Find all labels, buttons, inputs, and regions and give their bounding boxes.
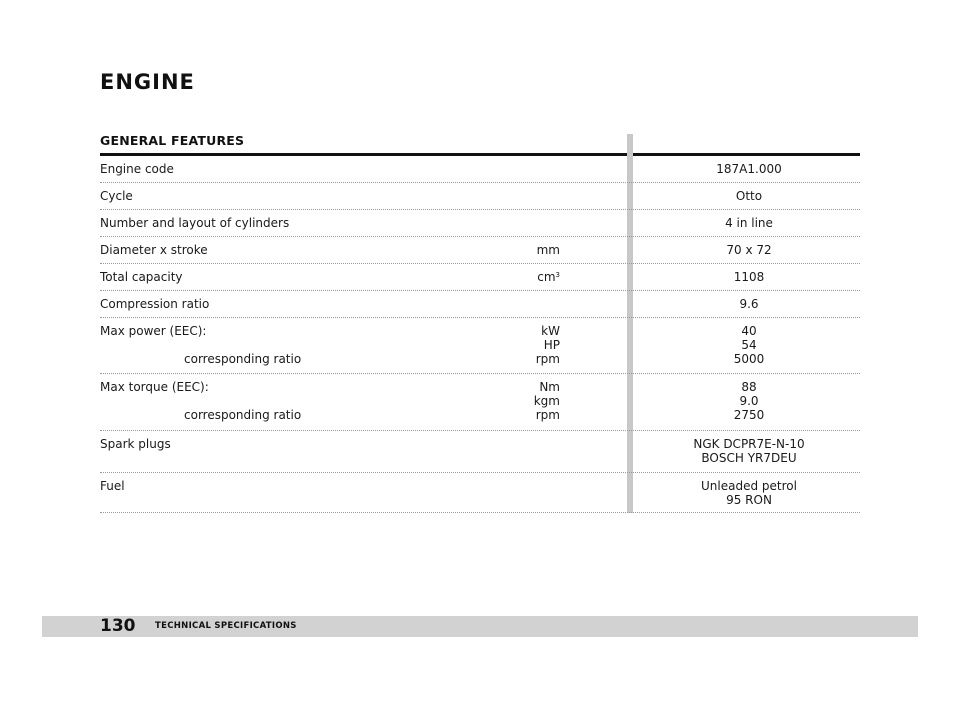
row-unit (450, 270, 560, 284)
unit-rpm: rpm (535, 408, 560, 422)
row-sublabel: corresponding ratio (184, 352, 302, 366)
page-footer (42, 616, 918, 637)
row-label (100, 324, 206, 352)
row-label: Diameter x stroke (100, 243, 208, 257)
footer-section-label: TECHNICAL SPECIFICATIONS (155, 621, 297, 631)
row-label: Spark plugs (100, 437, 171, 451)
row-value: Otto (735, 189, 763, 203)
unit-hp: HP (543, 338, 560, 352)
spec-row-max-torque (100, 374, 860, 431)
value-kgm: 9.0 (739, 394, 759, 408)
spec-row-total-capacity (100, 264, 860, 291)
value-line: NGK DCPR7E-N-10 (693, 437, 805, 451)
row-values (638, 479, 860, 507)
value-rpm: 2750 (733, 408, 765, 422)
page-number: 130 (100, 616, 136, 636)
row-label: Max torque (EEC): (100, 380, 209, 394)
value-hp: 54 (741, 338, 757, 352)
row-label: Total capacity (100, 270, 183, 284)
value-line: BOSCH YR7DEU (701, 451, 797, 465)
spec-table (100, 156, 860, 513)
spec-row-spark-plugs (100, 431, 860, 473)
row-units (450, 380, 560, 422)
row-label: Fuel (100, 479, 125, 493)
row-label: Compression ratio (100, 297, 210, 311)
row-value: 187A1.000 (716, 162, 782, 176)
spec-row-diameter-stroke (100, 237, 860, 264)
row-label-text: Max power (EEC): (100, 324, 207, 338)
row-value: 4 in line (725, 216, 773, 230)
row-value: 70 x 72 (726, 243, 772, 257)
value-rpm: 5000 (733, 352, 765, 366)
row-values (638, 324, 860, 366)
unit-nm: Nm (539, 380, 560, 394)
value-nm: 88 (741, 380, 757, 394)
value-line: 95 RON (726, 493, 772, 507)
spec-row-cylinders (100, 210, 860, 237)
spec-row-engine-code (100, 156, 860, 183)
row-unit: mm (536, 243, 560, 257)
unit-text: cm (537, 270, 556, 284)
unit-kgm: kgm (533, 394, 560, 408)
value-kw: 40 (741, 324, 757, 338)
row-value: 1108 (733, 270, 765, 284)
row-values (638, 437, 860, 465)
section-heading: GENERAL FEATURES (100, 133, 245, 148)
spec-row-compression-ratio (100, 291, 860, 318)
spec-row-fuel (100, 473, 860, 513)
row-label: Cycle (100, 189, 133, 203)
spec-row-cycle (100, 183, 860, 210)
row-value: 9.6 (739, 297, 759, 311)
unit-superscript: 3 (555, 271, 560, 279)
row-units (450, 324, 560, 366)
unit-rpm: rpm (535, 352, 560, 366)
row-label: Number and layout of cylinders (100, 216, 290, 230)
row-values (638, 380, 860, 422)
value-line: Unleaded petrol (701, 479, 797, 493)
row-label: Engine code (100, 162, 174, 176)
page-title: ENGINE (100, 70, 195, 94)
unit-kw: kW (541, 324, 560, 338)
spec-row-max-power (100, 318, 860, 374)
row-sublabel: corresponding ratio (184, 408, 302, 422)
